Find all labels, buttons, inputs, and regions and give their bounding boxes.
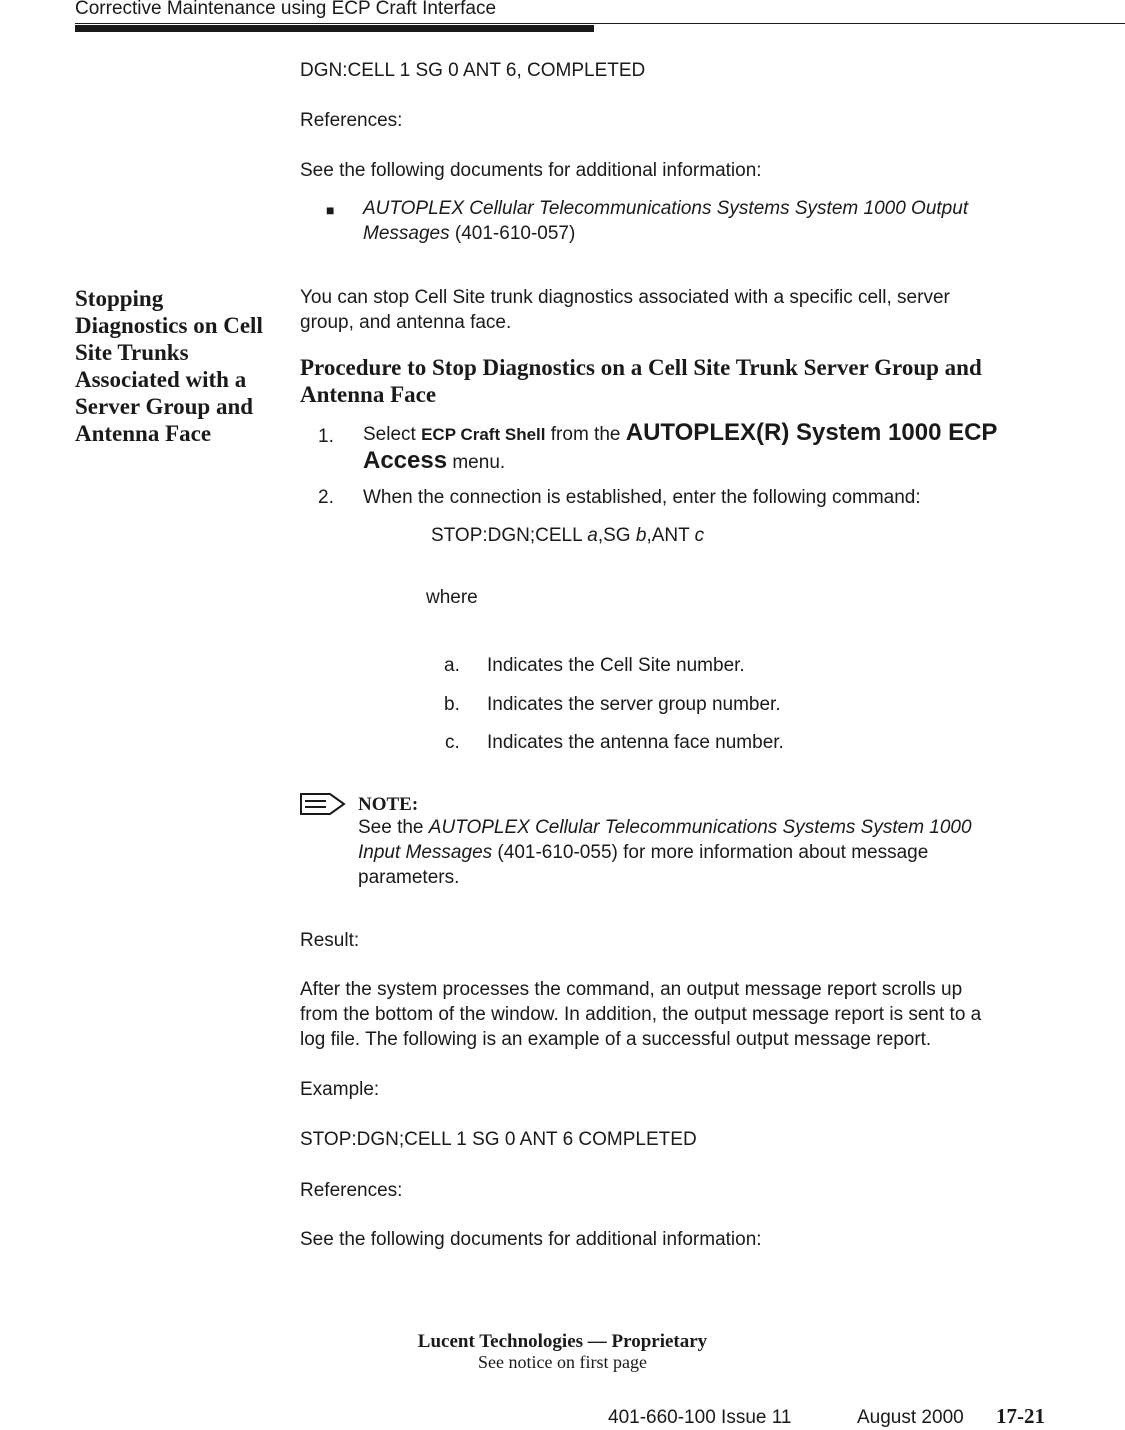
footer-company: Lucent Technologies — Proprietary (417, 1331, 708, 1352)
header-rule-bar (75, 25, 594, 32)
intro-line: group, and antenna face. (300, 312, 512, 333)
command-var: a (587, 525, 598, 546)
result-line: After the system processes the command, an output message report scrolls up (300, 979, 963, 1000)
command-syntax (431, 523, 704, 548)
bullet-square-icon: ■ (326, 202, 335, 218)
menu-name: AUTOPLEX(R) System 1000 ECP (625, 419, 998, 446)
step-number: 2. (318, 487, 334, 508)
note-label: NOTE: (358, 794, 419, 815)
step-text: Select (363, 424, 416, 445)
param-letter: c. (445, 732, 460, 753)
header-rule (75, 23, 1125, 24)
step-text: menu. (452, 452, 506, 473)
step-text: When the connection is established, enter the following command: (363, 487, 921, 508)
intro-line: You can stop Cell Site trunk diagnostics associated with a specific cell, server (300, 287, 950, 308)
note-text: (401-610-055) for more information about message (497, 842, 929, 863)
running-header: Corrective Maintenance using ECP Craft Interface (75, 0, 497, 19)
note-text: See the (358, 817, 424, 838)
param-text: Indicates the Cell Site number. (487, 655, 745, 676)
output-message-line: DGN:CELL 1 SG 0 ANT 6, COMPLETED (300, 60, 646, 81)
example-label: Example: (300, 1079, 380, 1100)
step-text: from the (550, 424, 621, 445)
see-documents-text: See the following documents for additional information: (300, 160, 762, 181)
result-label: Result: (300, 930, 360, 951)
reference-title-cont: Messages (363, 223, 450, 244)
reference-bullet (363, 196, 1063, 246)
step-number: 1. (318, 426, 334, 447)
result-description (300, 977, 1070, 1052)
section-side-heading: Stopping Diagnostics on Cell Site Trunks Associated with a Server Group and Antenna Face (75, 286, 263, 446)
footer-doc-id: 401-660-100 Issue 11 (608, 1407, 792, 1428)
footer-notice: See notice on first page (478, 1352, 647, 1372)
reference-doc-number: (401-610-057) (454, 223, 576, 244)
param-text: Indicates the server group number. (487, 694, 781, 715)
reference-title: AUTOPLEX Cellular Telecommunications Systems System 1000 Output (363, 198, 969, 219)
see-documents-text: See the following documents for additional information: (300, 1229, 762, 1250)
references-label: References: (300, 1180, 403, 1201)
step-1 (363, 420, 1083, 476)
note-doc-title: AUTOPLEX Cellular Telecommunications Systems System 1000 (428, 817, 972, 838)
command-var: c (694, 525, 705, 546)
references-label: References: (300, 110, 403, 131)
command-text: ,ANT (646, 525, 695, 546)
result-line: log file. The following is an example of a successful output message report. (300, 1029, 932, 1050)
param-letter: a. (444, 655, 460, 676)
note-doc-title-cont: Input Messages (358, 842, 493, 863)
command-text: ,SG (597, 525, 636, 546)
result-line: from the bottom of the window. In addition, the output message report is sent to a (300, 1004, 982, 1025)
footer-date: August 2000 (857, 1407, 964, 1428)
procedure-heading: Procedure to Stop Diagnostics on a Cell Site Trunk Server Group and Antenna Face (300, 355, 982, 407)
param-text: Indicates the antenna face number. (487, 732, 784, 753)
section-intro (300, 285, 1060, 335)
note-body (358, 815, 1058, 890)
note-arrow-icon (300, 793, 346, 820)
example-output: STOP:DGN;CELL 1 SG 0 ANT 6 COMPLETED (300, 1129, 697, 1150)
command-text: STOP:DGN;CELL (431, 525, 588, 546)
menu-name-cont: Access (363, 447, 448, 474)
note-text: parameters. (358, 867, 460, 888)
command-var: b (635, 525, 647, 546)
page-number: 17-21 (996, 1404, 1045, 1428)
menu-item-ecp-craft-shell: ECP Craft Shell (421, 425, 546, 444)
param-letter: b. (444, 694, 460, 715)
where-label: where (426, 587, 478, 608)
